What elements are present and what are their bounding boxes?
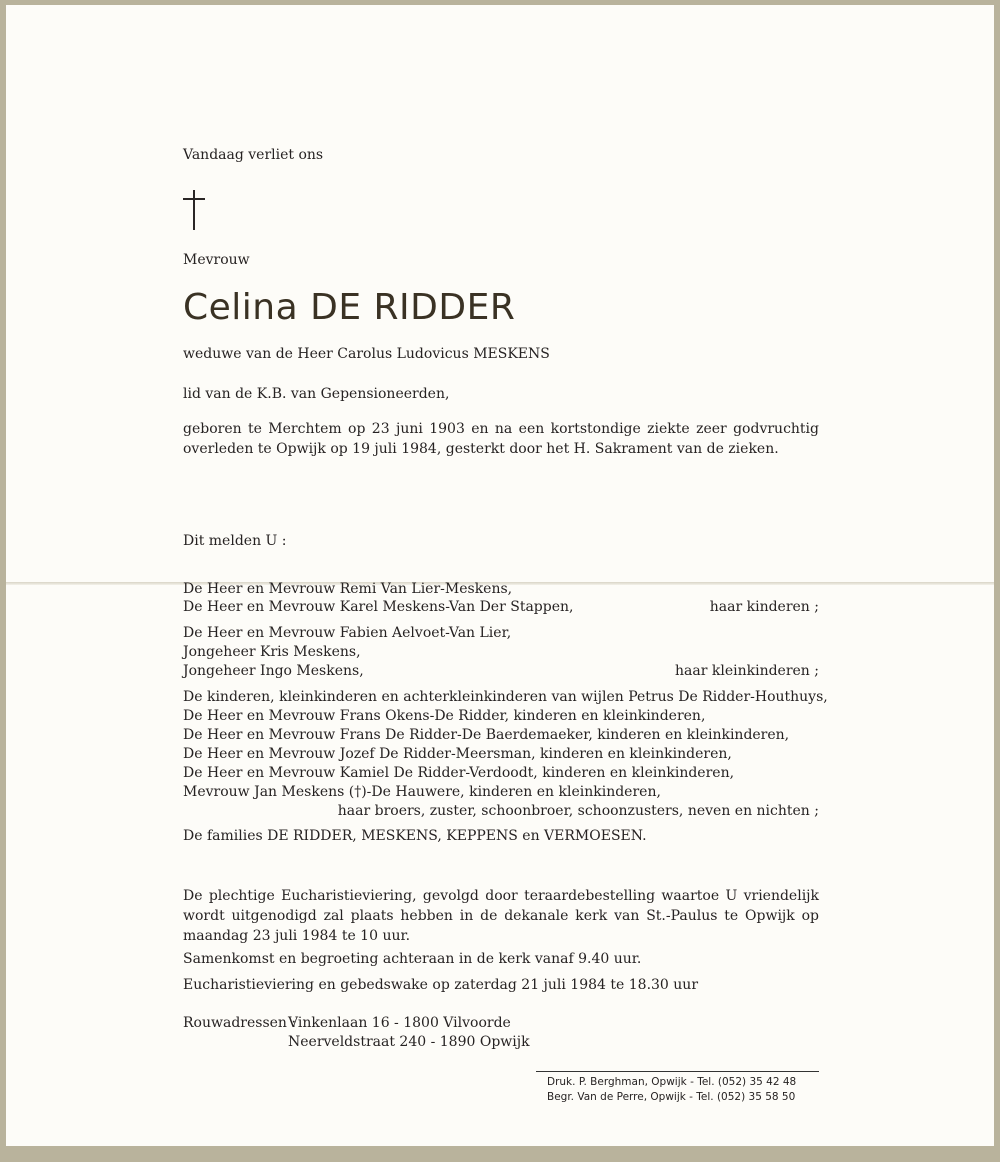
announce-text: Dit melden U : [183,533,287,549]
address-line: Neerveldstraat 240 - 1890 Opwijk [288,1034,530,1050]
grandchildren-row [183,662,819,680]
vigil-text: Eucharistieviering en gebedswake op zaterdag 21 juli 1984 te 18.30 uur [183,977,699,993]
grandchild-line: Jongeheer Kris Meskens, [183,644,361,660]
addresses-label: Rouwadressen : [183,1015,297,1031]
child-line: De Heer en Mevrouw Karel Meskens-Van Der Stappen, [183,599,574,615]
printer-line: Begr. Van de Perre, Opwijk - Tel. (052) 35 58 50 [547,1091,796,1103]
child-line: De Heer en Mevrouw Remi Van Lier-Meskens, [183,581,513,597]
intro-text: Vandaag verliet ons [183,147,324,163]
children-row [183,598,819,616]
member-text: lid van de K.B. van Gepensioneerden, [183,386,450,402]
printer-divider [536,1071,819,1072]
deceased-name: Celina DE RIDDER [183,287,516,328]
printer-line: Druk. P. Berghman, Opwijk - Tel. (052) 35 42 48 [547,1076,797,1088]
sibling-line: Mevrouw Jan Meskens (†)-De Hauwere, kinderen en kleinkinderen, [183,784,661,800]
sibling-line: De Heer en Mevrouw Frans Okens-De Ridder, kinderen en kleinkinderen, [183,708,706,724]
widow-of-text: weduwe van de Heer Carolus Ludovicus MESKENS [183,346,550,362]
gathering-text: Samenkomst en begroeting achteraan in de kerk vanaf 9.40 uur. [183,951,642,967]
sibling-line: De kinderen, kleinkinderen en achterkleinkinderen van wijlen Petrus De Ridder-Houthuys, [183,689,828,705]
birth-death-text: geboren te Merchtem op 23 juni 1903 en na een kortstondige ziekte zeer godvruchtig overleden te Opwijk op 19 juli 1984, gesterkt door het H. Sakrament van de zieken. [183,421,819,457]
siblings-label: haar broers, zuster, schoonbroer, schoonzusters, neven en nichten ; [337,803,819,819]
memorial-card [6,5,994,1146]
cross-icon [183,190,205,230]
title-text: Mevrouw [183,252,250,268]
children-label: haar kinderen ; [709,599,819,615]
grandchildren-label: haar kleinkinderen ; [675,663,819,679]
families-text: De families DE RIDDER, MESKENS, KEPPENS en VERMOESEN. [183,828,647,844]
sibling-line: De Heer en Mevrouw Kamiel De Ridder-Verdoodt, kinderen en kleinkinderen, [183,765,735,781]
address-line: Vinkenlaan 16 - 1800 Vilvoorde [288,1015,511,1031]
sibling-line: De Heer en Mevrouw Frans De Ridder-De Baerdemaeker, kinderen en kleinkinderen, [183,727,790,743]
grandchild-line: De Heer en Mevrouw Fabien Aelvoet-Van Lier, [183,625,512,641]
grandchild-line: Jongeheer Ingo Meskens, [183,663,364,679]
ceremony-text: De plechtige Eucharistieviering, gevolgd door teraardebestelling waartoe U vriendelijk wordt uitgenodigd zal plaats hebben in de dekanale kerk van St.-Paulus te Opwijk op maandag 23 juli 1984 te 10 uur. [183,888,819,944]
sibling-line: De Heer en Mevrouw Jozef De Ridder-Meersman, kinderen en kleinkinderen, [183,746,732,762]
siblings-row [183,802,819,820]
